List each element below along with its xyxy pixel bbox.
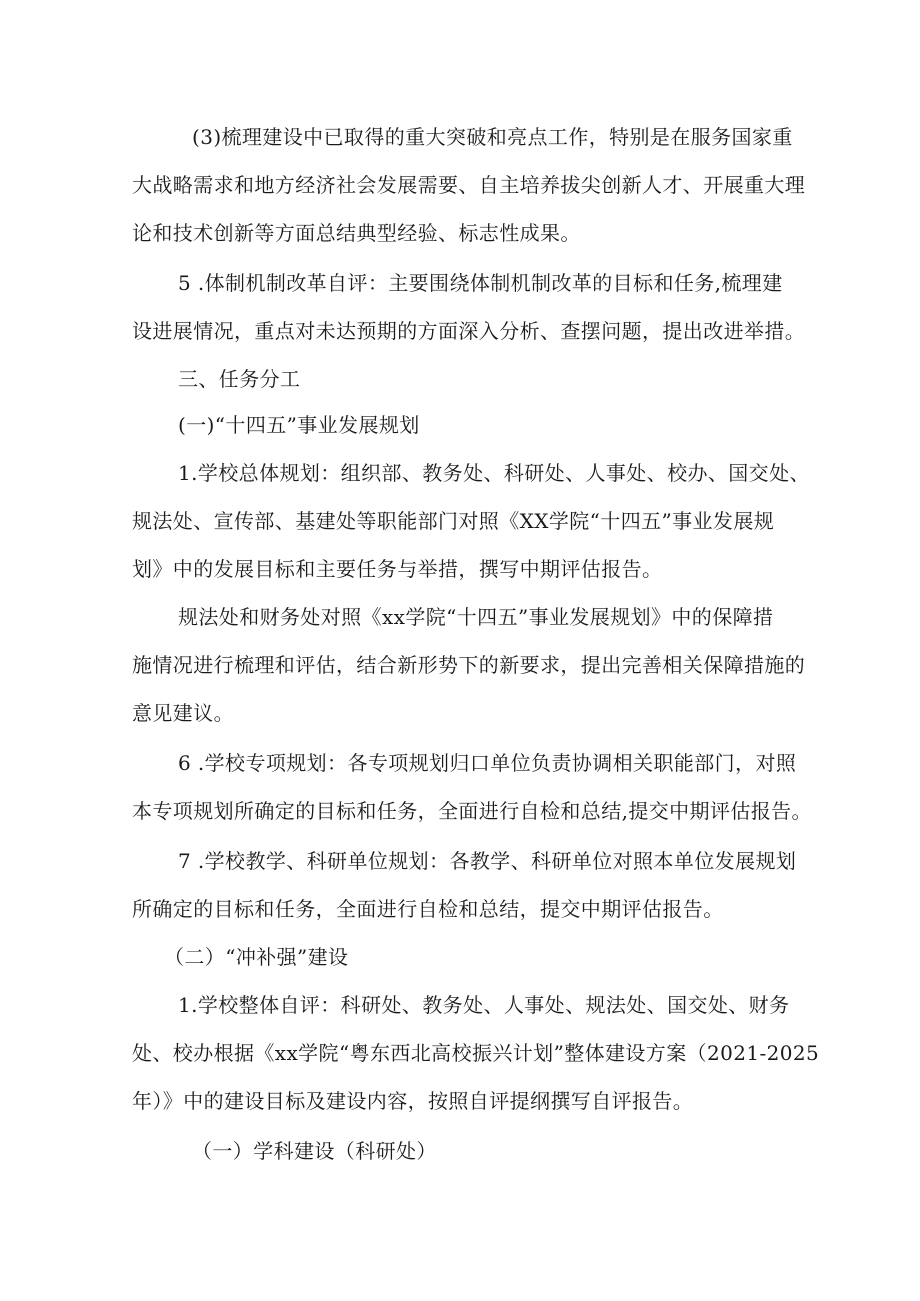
paragraph-line: 年）》中的建设目标及建设内容，按照自评提纲撰写自评报告。 [132,1089,694,1113]
paragraph-line: 6 .学校专项规划：各专项规划归口单位负责协调相关职能部门，对照 [178,751,797,775]
paragraph-line: 1.学校整体自评：科研处、教务处、人事处、规法处、国交处、财务 [178,993,790,1017]
paragraph-line: 论和技术创新等方面总结典型经验、标志性成果。 [132,221,581,245]
paragraph-line: 大战略需求和地方经济社会发展需要、自主培养拔尖创新人才、开展重大理 [132,173,806,197]
subsection-heading: (一)“十四五”事业发展规划 [178,413,420,437]
paragraph-line: (3)梳理建设中已取得的重大突破和亮点工作，特别是在服务国家重 [192,125,793,149]
paragraph-line: 施情况进行梳理和评估，结合新形势下的新要求，提出完善相关保障措施的 [132,653,806,677]
paragraph-line: 所确定的目标和任务，全面进行自检和总结，提交中期评估报告。 [132,897,724,921]
paragraph-line: 5 .体制机制改革自评：主要围绕体制机制改革的目标和任务,梳理建 [178,271,783,295]
paragraph-line: 处、校办根据《xx学院“粤东西北高校振兴计划”整体建设方案（2021-2025 [132,1041,820,1065]
paragraph-line: 规法处和财务处对照《xx学院“十四五”事业发展规划》中的保障措 [178,605,774,629]
paragraph-line: 规法处、宣传部、基建处等职能部门对照《XX学院“十四五”事业发展规 [132,509,775,533]
paragraph-line: 本专项规划所确定的目标和任务，全面进行自检和总结,提交中期评估报告。 [132,799,812,823]
paragraph-line: 意见建议。 [132,701,234,725]
paragraph-line: 设进展情况，重点对未达预期的方面深入分析、查摆问题，提出改进举措。 [132,319,806,343]
section-heading: 三、任务分工 [178,367,301,391]
subsection-heading: （一）学科建设（科研处） [192,1139,437,1163]
paragraph-line: 7 .学校教学、科研单位规划：各教学、科研单位对照本单位发展规划 [178,849,797,873]
paragraph-line: 1.学校总体规划：组织部、教务处、科研处、人事处、校办、国交处、 [178,461,810,485]
subsection-heading: （二）“冲补强”建设 [164,945,349,969]
paragraph-line: 划》中的发展目标和主要任务与举措，撰写中期评估报告。 [132,557,663,581]
